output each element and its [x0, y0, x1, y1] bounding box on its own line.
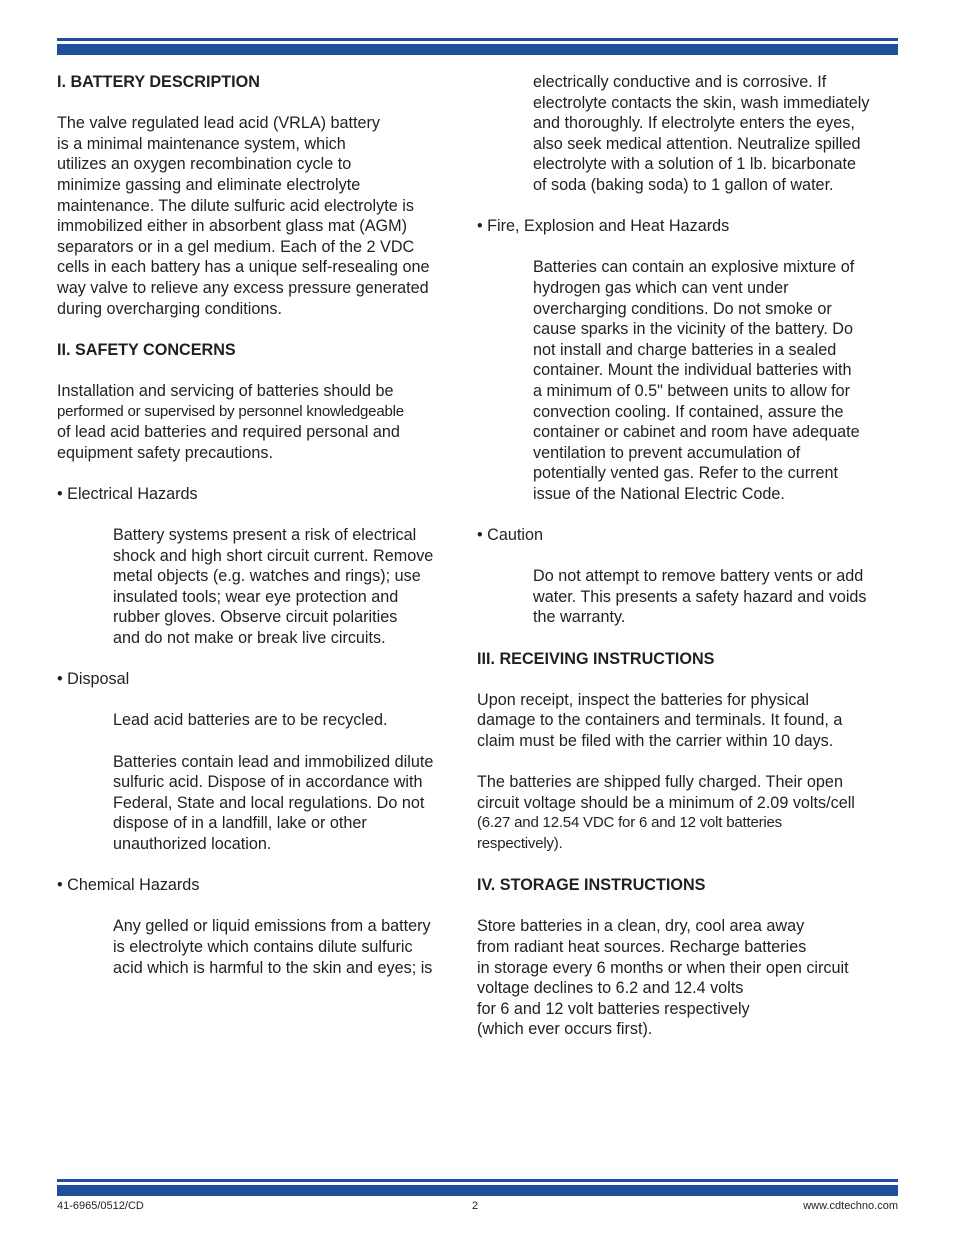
text-line: Upon receipt, inspect the batteries for physical — [477, 690, 810, 709]
header-rule — [57, 38, 898, 55]
text-line: voltage declines to 6.2 and 12.4 volts — [477, 979, 744, 998]
indented-text-line: Federal, State and local regulations. Do not — [113, 793, 425, 812]
indented-text-line: cause sparks in the vicinity of the battery. Do — [533, 320, 854, 339]
indented-text-line: overcharging conditions. Do not smoke or — [533, 299, 832, 318]
text-line: during overcharging conditions. — [57, 299, 282, 318]
indented-text-line: Batteries can contain an explosive mixture of — [533, 258, 855, 277]
indented-text-line: ventilation to prevent accumulation of — [533, 443, 801, 462]
section-heading: II. SAFETY CONCERNS — [57, 340, 236, 359]
indented-text-line: container or cabinet and room have adequate — [533, 423, 860, 442]
text-line: cells in each battery has a unique self-resealing one — [57, 258, 430, 277]
text-line: The valve regulated lead acid (VRLA) battery — [57, 114, 381, 133]
text-line: equipment safety precautions. — [57, 443, 273, 462]
indented-text-line: Lead acid batteries are to be recycled. — [113, 711, 388, 730]
spacer — [57, 319, 462, 340]
text-line: is a minimal maintenance system, which — [57, 134, 346, 153]
indented-text-line: also seek medical attention. Neutralize spilled — [533, 134, 861, 153]
indented-text-line: a minimum of 0.5" between units to allow for — [533, 381, 851, 400]
indented-text-line: Do not attempt to remove battery vents or add — [533, 567, 864, 586]
indented-text-line: not install and charge batteries in a sealed — [533, 340, 837, 359]
text-line: respectively). — [477, 834, 563, 852]
text-line: • Disposal — [57, 670, 130, 689]
indented-text-line: Battery systems present a risk of electrical — [113, 526, 417, 545]
spacer — [477, 752, 897, 773]
indented-text-line: and thoroughly. If electrolyte enters the eyes, — [533, 114, 855, 133]
indented-text-line: unauthorized location. — [113, 834, 272, 853]
text-line: claim must be filed with the carrier within 10 days. — [477, 732, 834, 750]
spacer — [57, 504, 462, 525]
indented-text-line: hydrogen gas which can vent under — [533, 278, 789, 297]
indented-text-line: Any gelled or liquid emissions from a battery — [113, 917, 431, 936]
text-line: in storage every 6 months or when their open circuit — [477, 958, 849, 977]
indented-text-line: water. This presents a safety hazard and voids — [533, 587, 867, 606]
indented-text-line: rubber gloves. Observe circuit polarities — [113, 608, 398, 627]
indented-text-line: metal objects (e.g. watches and rings); use — [113, 567, 421, 586]
indented-text-line: electrolyte contacts the skin, wash immediately — [533, 93, 870, 112]
text-line: Installation and servicing of batteries should be — [57, 381, 394, 400]
text-line: performed or supervised by personnel knowledgeable — [57, 402, 404, 420]
text-line: immobilized either in absorbent glass mat (AGM) — [57, 217, 407, 236]
spacer — [477, 196, 897, 217]
spacer — [477, 504, 897, 525]
indented-text-line: the warranty. — [533, 608, 626, 627]
section-heading: I. BATTERY DESCRIPTION — [57, 73, 260, 91]
indented-text-line: electrically conductive and is corrosive. If — [533, 73, 827, 91]
text-line: damage to the containers and terminals. It found, a — [477, 711, 843, 730]
text-line: utilizes an oxygen recombination cycle to — [57, 155, 352, 174]
indented-text-line: container. Mount the individual batteries with — [533, 361, 852, 380]
indented-text-line: acid which is harmful to the skin and eyes; is — [113, 958, 433, 977]
indented-text-line: issue of the National Electric Code. — [533, 484, 785, 503]
indented-text-line: Batteries contain lead and immobilized dilute — [113, 752, 434, 771]
spacer — [57, 463, 462, 484]
spacer — [57, 855, 462, 876]
text-line: • Caution — [477, 526, 543, 545]
text-line: Store batteries in a clean, dry, cool area away — [477, 917, 805, 936]
indented-text-line: potentially vented gas. Refer to the current — [533, 464, 839, 483]
spacer — [477, 855, 897, 876]
text-line: way valve to relieve any excess pressure generated — [57, 278, 429, 297]
text-line: for 6 and 12 volt batteries respectively — [477, 999, 750, 1018]
indented-text-line: dispose of in a landfill, lake or other — [113, 814, 367, 833]
text-line: circuit voltage should be a minimum of 2.09 volts/cell — [477, 793, 855, 812]
text-line: The batteries are shipped fully charged. Their open — [477, 773, 843, 792]
document-code: 41-6965/0512/CD — [57, 1200, 144, 1212]
spacer — [57, 649, 462, 670]
indented-text-line: convection cooling. If contained, assure the — [533, 402, 844, 421]
indented-text-line: sulfuric acid. Dispose of in accordance with — [113, 773, 423, 792]
spacer — [477, 546, 897, 567]
spacer — [477, 237, 897, 258]
text-line: separators or in a gel medium. Each of the 2 VDC — [57, 237, 415, 256]
text-line: of lead acid batteries and required personal and — [57, 423, 400, 442]
section-heading: IV. STORAGE INSTRUCTIONS — [477, 876, 706, 895]
indented-text-line: is electrolyte which contains dilute sulfuric — [113, 937, 413, 956]
spacer — [57, 360, 462, 381]
right-column — [477, 72, 897, 1040]
spacer — [57, 690, 462, 711]
indented-text-line: and do not make or break live circuits. — [113, 629, 386, 648]
left-column — [57, 72, 462, 978]
text-line: minimize gassing and eliminate electrolyte — [57, 175, 361, 194]
page-number: 2 — [472, 1200, 479, 1212]
text-line: from radiant heat sources. Recharge batteries — [477, 937, 807, 956]
indented-text-line: electrolyte with a solution of 1 lb. bicarbonate — [533, 155, 857, 174]
spacer — [477, 896, 897, 917]
spacer — [57, 93, 462, 114]
spacer — [477, 669, 897, 690]
indented-text-line: insulated tools; wear eye protection and — [113, 587, 399, 606]
indented-text-line: of soda (baking soda) to 1 gallon of water. — [533, 175, 834, 194]
spacer — [477, 628, 897, 649]
text-line: maintenance. The dilute sulfuric acid electrolyte is — [57, 196, 414, 215]
text-line: (which ever occurs first). — [477, 1020, 653, 1039]
text-line: • Fire, Explosion and Heat Hazards — [477, 217, 730, 236]
text-line: • Electrical Hazards — [57, 484, 198, 503]
footer-rule — [57, 1179, 898, 1196]
text-line: (6.27 and 12.54 VDC for 6 and 12 volt batteries — [477, 814, 782, 832]
text-line: • Chemical Hazards — [57, 876, 200, 895]
section-heading: III. RECEIVING INSTRUCTIONS — [477, 649, 715, 668]
spacer — [57, 731, 462, 752]
indented-text-line: shock and high short circuit current. Remove — [113, 546, 434, 565]
website-url[interactable]: www.cdtechno.com — [803, 1200, 898, 1212]
spacer — [57, 896, 462, 917]
